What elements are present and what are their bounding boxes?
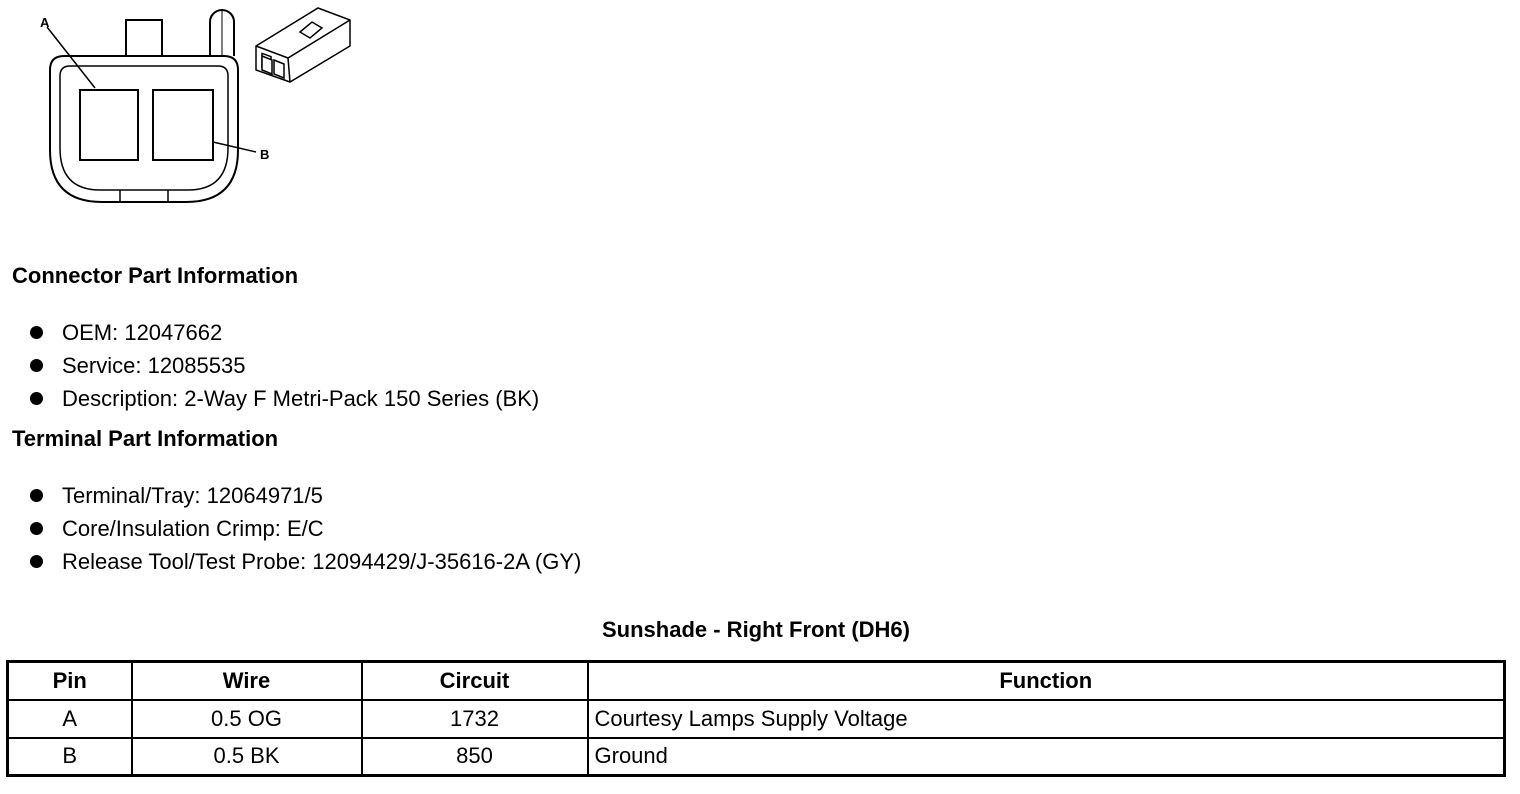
column-header-pin: Pin: [8, 662, 132, 700]
cell-pin: A: [8, 700, 132, 738]
column-header-wire: Wire: [132, 662, 362, 700]
label-a: A: [40, 15, 50, 30]
terminal-info-heading: Terminal Part Information: [12, 426, 279, 451]
list-item: [30, 382, 539, 415]
connector-info-heading: Connector Part Information: [12, 263, 299, 288]
bullet-icon: [30, 555, 43, 568]
bullet-icon: [30, 359, 43, 372]
column-header-circuit: Circuit: [362, 662, 588, 700]
list-item-text: Release Tool/Test Probe: 12094429/J-35616-2A (GY): [62, 549, 582, 574]
terminal-info-list: [30, 479, 581, 578]
label-b: B: [260, 147, 270, 162]
bullet-icon: [30, 522, 43, 535]
connector-info-list: [30, 316, 539, 415]
list-item-text: Service: 12085535: [62, 353, 246, 378]
connector-face-drawing: [0, 0, 380, 220]
bullet-icon: [30, 392, 43, 405]
table-title: Sunshade - Right Front (DH6): [602, 617, 910, 642]
table-row: [8, 700, 1505, 738]
list-item: [30, 512, 581, 545]
bullet-icon: [30, 489, 43, 502]
cavity-a: [80, 90, 138, 160]
connector-iso-view: [256, 8, 350, 82]
bullet-icon: [30, 326, 43, 339]
cell-pin: B: [8, 738, 132, 776]
connector-diagram: [0, 0, 380, 220]
list-item-text: Core/Insulation Crimp: E/C: [62, 516, 324, 541]
list-item: [30, 545, 581, 578]
list-item: [30, 479, 581, 512]
table-header-row: [8, 662, 1505, 700]
column-header-function: Function: [588, 662, 1505, 700]
pinout-table: [6, 660, 1506, 777]
list-item-text: OEM: 12047662: [62, 320, 223, 345]
list-item-text: Description: 2-Way F Metri-Pack 150 Series (BK): [62, 386, 540, 411]
table-row: [8, 738, 1505, 776]
cell-wire: 0.5 OG: [132, 700, 362, 738]
list-item: [30, 349, 539, 382]
cell-wire: 0.5 BK: [132, 738, 362, 776]
cell-circuit: 1732: [362, 700, 588, 738]
cell-function: Courtesy Lamps Supply Voltage: [588, 700, 1505, 738]
cavity-b: [153, 90, 213, 160]
list-item: [30, 316, 539, 349]
list-item-text: Terminal/Tray: 12064971/5: [62, 483, 323, 508]
cell-function: Ground: [588, 738, 1505, 776]
cell-circuit: 850: [362, 738, 588, 776]
